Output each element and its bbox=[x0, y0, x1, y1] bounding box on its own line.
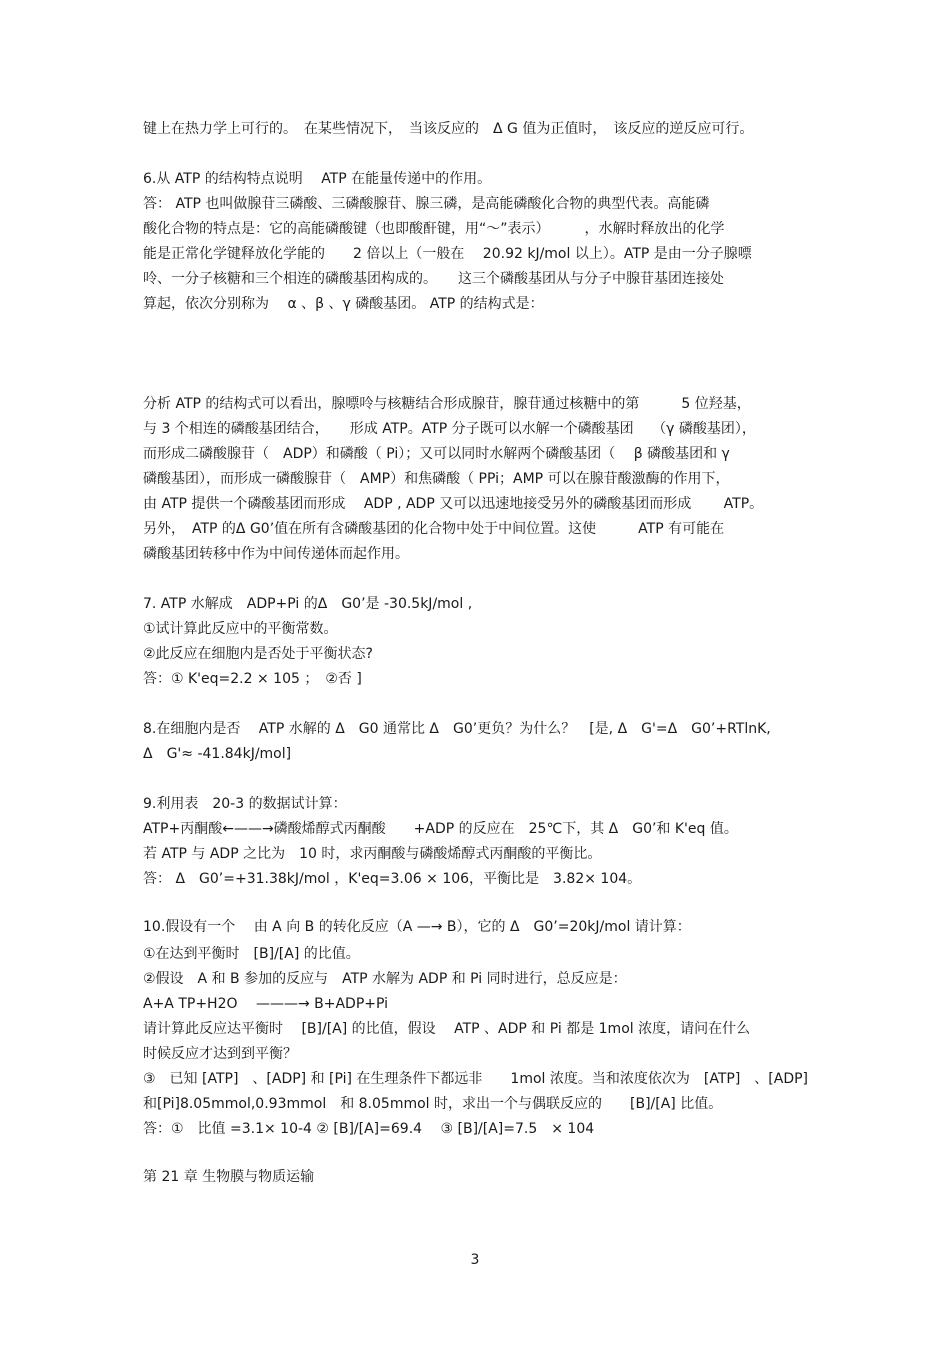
page-number: 3 bbox=[470, 1252, 480, 1268]
text-line: 键上在热力学上可行的。 在某些情况下， 当该反应的 Δ G 值为正值时， 该反应的逆反应可行。 bbox=[143, 121, 754, 137]
text-line: ②假设 A 和 B 参加的反应与 ATP 水解为 ADP 和 Pi 同时进行，总反应是： bbox=[143, 971, 627, 987]
text-line: 酸化合物的特点是：它的高能磷酸键（也即酸酐键，用“～”表示） ，水解时释放出的化学 bbox=[143, 221, 725, 237]
question-7-heading: 7. ATP 水解成 ADP+Pi 的Δ G0’是 -30.5kJ/mol , bbox=[143, 596, 473, 612]
question-6-heading: 6.从 ATP 的结构特点说明 ATP 在能量传递中的作用。 bbox=[143, 171, 492, 187]
text-line: ATP+丙酮酸←——→磷酸烯醇式丙酮酸 +ADP 的反应在 25℃下，其 Δ G0’和 K'eq 值。 bbox=[143, 821, 738, 837]
text-line: 和[Pi]8.05mmol,0.93mmol 和 8.05mmol 时，求出一个与偶联反应的 [B]/[A] 比值。 bbox=[143, 1096, 723, 1112]
text-line: 另外， ATP 的Δ G0’值在所有含磷酸基团的化合物中处于中间位置。这使 ATP 有可能在 bbox=[143, 521, 725, 537]
text-line: ①试计算此反应中的平衡常数。 bbox=[143, 621, 338, 637]
text-line: 能是正常化学键释放化学能的 2 倍以上（一般在 20.92 kJ/mol 以上）。ATP 是由一分子腺嘌 bbox=[143, 246, 752, 262]
text-line: 呤、一分子核糖和三个相连的磷酸基团构成的。 这三个磷酸基团从与分子中腺苷基团连接处 bbox=[143, 271, 724, 287]
text-line: 与 3 个相连的磷酸基团结合， 形成 ATP。ATP 分子既可以水解一个磷酸基团 （γ 磷酸基团）， bbox=[143, 421, 756, 437]
question-10-heading: 10.假设有一个 由 A 向 B 的转化反应（A —→ B），它的 Δ G0’=20kJ/mol 请计算： bbox=[143, 919, 691, 935]
text-line: ③ 已知 [ATP] 、[ADP] 和 [Pi] 在生理条件下都远非 1mol 浓度。当和浓度依次为 [ATP] 、[ADP] bbox=[143, 1071, 809, 1087]
text-line: Δ G'≈ -41.84kJ/mol] bbox=[143, 746, 292, 762]
text-line: 磷酸基团），而形成一磷酸腺苷（ AMP）和焦磷酸（ PPi；AMP 可以在腺苷酸激酶的作用下， bbox=[143, 471, 730, 487]
text-line: A+A TP+H2O ———→ B+ADP+Pi bbox=[143, 996, 389, 1012]
text-line: 请计算此反应达平衡时 [B]/[A] 的比值，假设 ATP 、ADP 和 Pi 都是 1mol 浓度，请问在什么 bbox=[143, 1021, 751, 1037]
text-line: 磷酸基团转移中作为中间传递体而起作用。 bbox=[143, 546, 409, 562]
answer-line: 答： Δ G0’=+31.38kJ/mol ，K'eq=3.06 × 106，平衡比是 3.82× 104。 bbox=[143, 871, 642, 887]
text-line: ②此反应在细胞内是否处于平衡状态? bbox=[143, 646, 373, 662]
text-line: ①在达到平衡时 [B]/[A] 的比值。 bbox=[143, 946, 360, 962]
text-line: 算起，依次分别称为 α 、β 、γ 磷酸基团。 ATP 的结构式是： bbox=[143, 296, 544, 312]
text-line: 若 ATP 与 ADP 之比为 10 时，求丙酮酸与磷酸烯醇式丙酮酸的平衡比。 bbox=[143, 846, 602, 862]
answer-line: 答：① 比值 =3.1× 10-4 ② [B]/[A]=69.4 ③ [B]/[A]=7.5 × 104 bbox=[143, 1121, 595, 1137]
text-line: 分析 ATP 的结构式可以看出，腺嘌呤与核糖结合形成腺苷，腺苷通过核糖中的第 5 位羟基， bbox=[143, 396, 751, 412]
chapter-heading: 第 21 章 生物膜与物质运输 bbox=[143, 1169, 315, 1185]
question-9-heading: 9.利用表 20-3 的数据试计算： bbox=[143, 796, 347, 812]
text-line: 而形成二磷酸腺苷（ ADP）和磷酸（ Pi）；又可以同时水解两个磷酸基团（ β 磷酸基团和 γ bbox=[143, 446, 730, 462]
answer-line: 答：① K'eq=2.2 × 105 ； ②否 ] bbox=[143, 671, 362, 687]
question-8-heading: 8.在细胞内是否 ATP 水解的 Δ G0 通常比 Δ G0’更负？为什么？ [是, Δ G'=Δ G0’+RTlnK, bbox=[143, 721, 771, 737]
text-line: 由 ATP 提供一个磷酸基团而形成 ADP , ADP 又可以迅速地接受另外的磷酸基团而形成 ATP。 bbox=[143, 496, 764, 512]
text-line: 时候反应才达到到平衡？ bbox=[143, 1046, 297, 1062]
text-line: 答： ATP 也叫做腺苷三磷酸、三磷酸腺苷、腺三磷，是高能磷酸化合物的典型代表。高能磷 bbox=[143, 196, 710, 212]
